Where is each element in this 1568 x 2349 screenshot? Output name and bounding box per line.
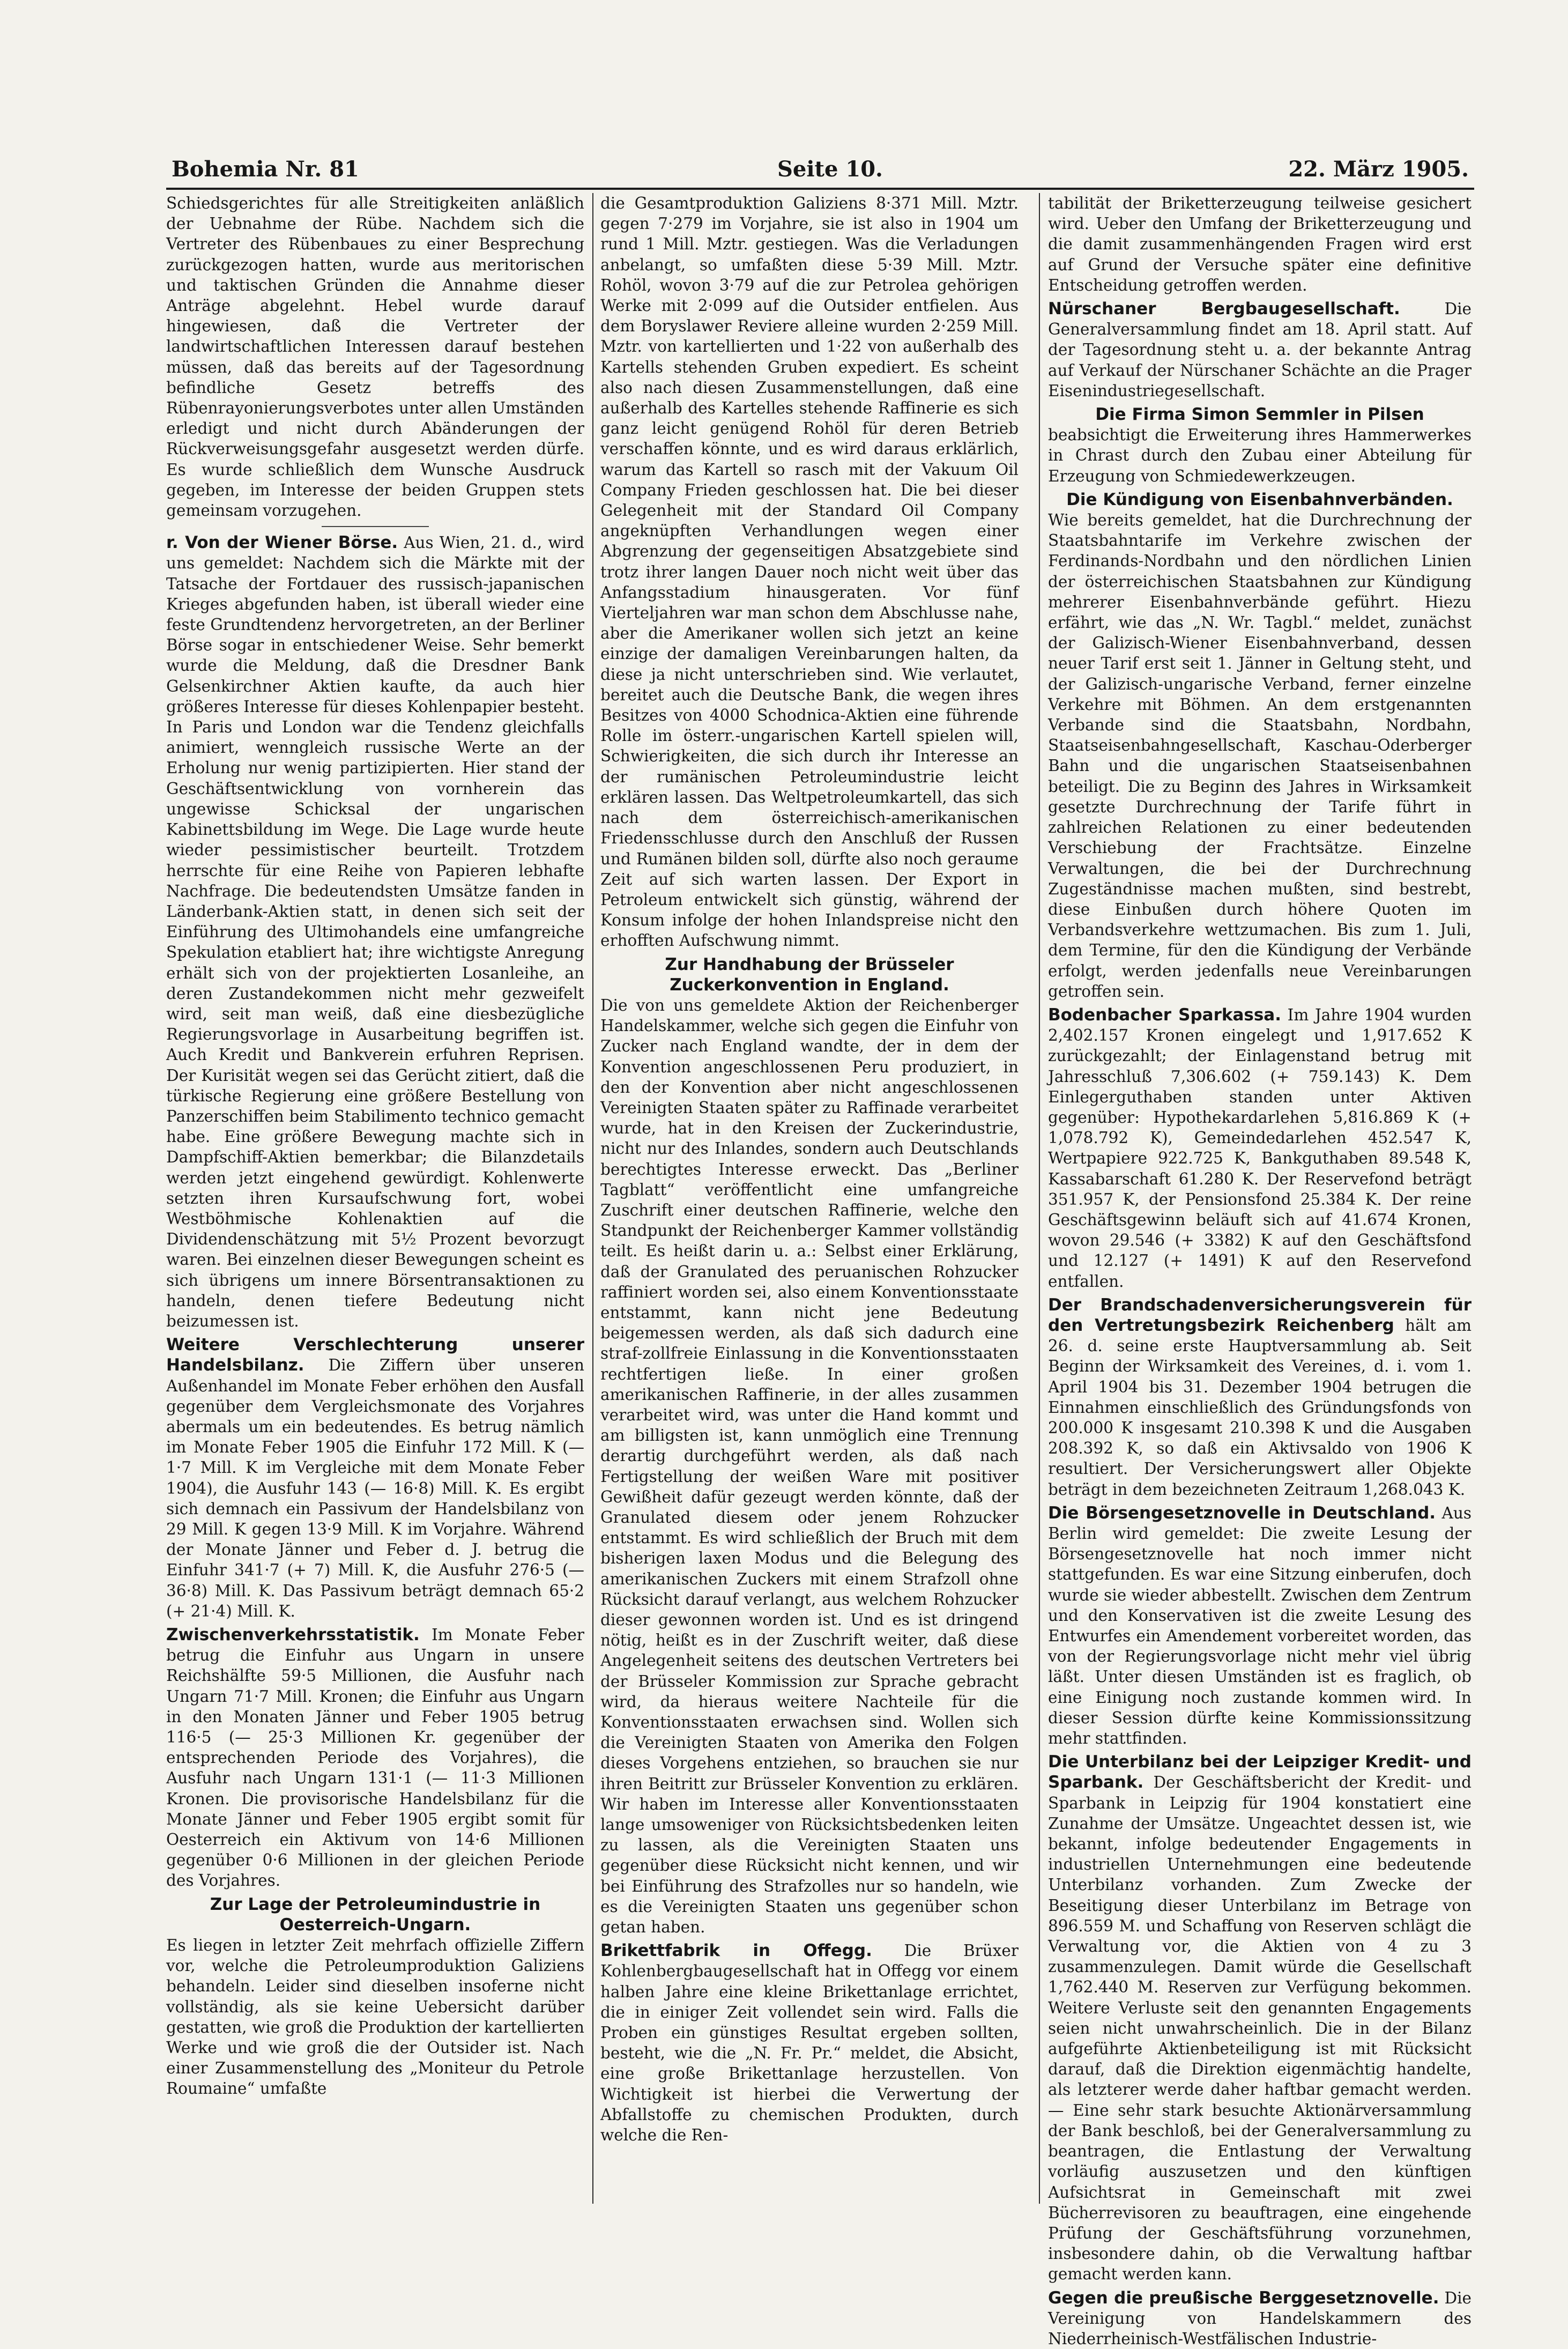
article-wiener-boerse (166, 532, 584, 1331)
article-handelsbilanz (166, 1335, 584, 1621)
article-body: Aus Berlin wird gemeldet: Die zweite Lesung der Börsengesetznovelle hat noch immer nicht stattgefunden. Es war eine Sitzung einberufen, doch wurde sie wieder abbestellt. Zwischen dem Zentrum und den Konservativen ist die zweite Lesung des Entwurfes ein Amendement vorbereitet worden, das von der Regierungsvorlage nicht mehr viel übrig läßt. Unter diesen Umständen ist es fraglich, ob eine Einigung noch zustande kommen wird. In dieser Session dürfte keine Kommissionssitzung mehr stattfinden. (1048, 1503, 1472, 1748)
article-body: hält am 26. d. seine erste Hauptversammlung ab. Seit Beginn der Wirksamkeit des Vereines, d. i. vom 1. April 1904 bis 31. Dezember 1904 betrugen die Einnahmen einschließlich des Gründungsfonds von 200.000 K insgesamt 210.398 K und die Ausgaben 208.392 K, so daß ein Aktivsaldo von 1906 K resultiert. Der Versicherungswert aller Objekte beträgt in dem bezeichneten Zeitraum 1,268.043 K. (1048, 1316, 1472, 1499)
article-boersengesetz (1048, 1503, 1472, 1748)
column-1 (166, 193, 584, 2214)
article-body: Die Ziffern über unseren Außenhandel im Monate Feber erhöhen den Ausfall gegenüber dem Vergleichsmonate des Vorjahres abermals um ein bedeutendes. Es betrug nämlich im Monate Feber 1905 die Einfuhr 172 Mill. K (— 1·7 Mill. K im Vergleiche mit dem Monate Feber 1904), die Ausfuhr 143 (— 16·8) Mill. K. Es ergibt sich demnach ein Passivum der Handelsbilanz von 29 Mill. K gegen 13·9 Mill. K im Vorjahre. Während der Monate Jänner und Feber d. J. betrug die Einfuhr 341·7 (+ 7) Mill. K, die Ausfuhr 276·5 (— 36·8) Mill. K. Das Passivum beträgt demnach 65·2 (+ 21·4) Mill. K. (166, 1356, 584, 1620)
article-body: Im Monate Feber betrug die Einfuhr aus Ungarn in unsere Reichshälfte 59·5 Millionen, die Ausfuhr nach Ungarn 71·7 Mill. Kronen; die Einfuhr aus Ungarn in den Monaten Jänner und Feber 1905 betrug 116·5 (— 25·3 Millionen Kr. gegenüber der entsprechenden Periode des Vorjahres), die Ausfuhr nach Ungarn 131·1 (— 11·3 Millionen Kronen. Die provisorische Handelsbilanz für die Monate Jänner und Feber 1905 ergibt somit für Oesterreich ein Aktivum von 14·6 Millionen gegenüber 0·6 Millionen in der gleichen Periode des Vorjahres. (166, 1626, 584, 1890)
article-headline: Nürschaner Bergbaugesellschaft. (1048, 299, 1400, 319)
column-3 (1048, 193, 1472, 2348)
column-divider-1 (592, 193, 593, 2204)
article-body: Wie bereits gemeldet, hat die Durchrechnung der Staatsbahntarife im Verkehre zwischen der Ferdinands-Nordbahn und den nördlichen Linien der österreichischen Staatsbahnen zur Kündigung mehrerer Eisenbahnverbände geführt. Hiezu erfährt, wie das „N. Wr. Tagbl.“ meldet, zunächst der Galizisch-Wiener Eisenbahnverband, dessen neuer Tarif erst seit 1. Jänner in Geltung steht, und der Galizisch-ungarische Verband, ferner einzelne Verkehre mit Böhmen. An dem erstgenannten Verbande sind die Staatsbahn, Nordbahn, Staatseisenbahngesellschaft, Kaschau-Oderberger Bahn und die ungarischen Staatseisenbahnen beteiligt. Die zu Beginn des Jahres in Wirksamkeit gesetzte Durchrechnung der Tarife führt in zahlreichen Relationen zu einer bedeutenden Verschiebung der Frachtsätze. Einzelne Verwaltungen, die bei der Durchrechnung Zugeständnisse machen mußten, sind bestrebt, diese Einbußen durch höhere Quoten im Verbandsverkehre wettzumachen. Bis zum 1. Juli, dem Termine, für den die Kündigung der Verbände erfolgt, werden jedenfalls neue Vereinbarungen getroffen sein. (1048, 511, 1472, 1001)
article-body: die Gesamtproduktion Galiziens 8·371 Mill. Mztr. gegen 7·279 im Vorjahre, sie ist also in 1904 um rund 1 Mill. Mztr. gestiegen. Was die Verladungen anbelangt, so umfaßten diese 5·39 Mill. Mztr. Rohöl, wovon 3·79 auf die zur Petrolea gehörigen Werke mit 2·099 auf die Outsider entfielen. Aus dem Boryslawer Reviere alleine wurden 2·259 Mill. Mztr. von kartellierten und 1·22 von außerhalb des Kartells stehenden Gruben expediert. Es scheint also nach diesen Zusammenstellungen, daß eine außerhalb des Kartelles stehende Raffinerie es sich ganz leicht genügend Rohöl für deren Betrieb verschaffen könnte, und es wird daraus erklärlich, warum das Kartell so rasch mit der Vakuum Oil Company Frieden geschlossen hat. Die bei dieser Gelegenheit mit der Standard Oil Company angeknüpften Verhandlungen wegen einer Abgrenzung der gegenseitigen Absatzgebiete sind trotz ihrer langen Dauer noch nicht weit über das Anfangsstadium hinausgeraten. Vor fünf Vierteljahren war man schon dem Abschlusse nahe, aber die Amerikaner wollen sich jetzt an keine einzige der damaligen Vereinbarungen halten, da diese ja nicht unterschrieben sind. Wie verlautet, bereitet auch die Deutsche Bank, die wegen ihres Besitzes von 4000 Schodnica-Aktien eine führende Rolle im österr.-ungarischen Kartell spielen will, Schwierigkeiten, die sich durch ihr Interesse an der rumänischen Petroleumindustrie leicht erklären lassen. Das Weltpetroleumkartell, das sich nach dem österreichisch-amerikanischen Friedensschlusse durch den Anschluß der Russen und Rumänen bilden soll, dürfte also noch geraume Zeit auf sich warten lassen. Der Export in Petroleum entwickelt sich günstig, während der Konsum infolge der hohen Inlandspreise nicht den erhofften Aufschwung nimmt. (600, 194, 1019, 950)
article-headline: r. Von der Wiener Börse. (166, 533, 398, 553)
article-petroleum-cont (600, 193, 1019, 951)
article-body: Die Vereinigung von Handelskammern des Niederrheinisch-Westfälischen Industrie- (1048, 2288, 1472, 2348)
article-semmler (1048, 404, 1472, 486)
article-separator (322, 526, 429, 527)
masthead-issue: Bohemia Nr. 81 (172, 157, 359, 182)
article-body: Es liegen in letzter Zeit mehrfach offizielle Ziffern vor, welche die Petroleumproduktion Galiziens behandeln. Leider sind dieselben insoferne nicht vollständig, als sie keine Uebersicht darüber gestatten, wie groß die Produktion der kartellierten Werke und wie groß die der Outsider ist. Nach einer Zusammenstellung des „Moniteur du Petrole Roumaine“ umfaßte (166, 1936, 584, 2098)
article-headline: Die Börsengesetznovelle in Deutschland. (1048, 1503, 1436, 1523)
page-header (172, 157, 1469, 189)
page-number: Seite 10. (777, 157, 883, 182)
article-headline: Zwischenverkehrsstatistik. (166, 1625, 420, 1645)
article-brikettfabrik (600, 1940, 1019, 2145)
article-zwischenverkehr (166, 1625, 584, 1891)
article-headline: Zur Handhabung der Brüsseler Zuckerkonvention in England. (665, 954, 954, 995)
article-headline: Weitere Verschlechterung unserer Handelsbilanz. (166, 1335, 584, 1375)
article-body: Die Brüxer Kohlenbergbaugesellschaft hat in Offegg vor einem halben Jahre eine kleine Brikettanlage errichtet, die in einiger Zeit vollendet sein wird. Falls die Proben ein günstiges Resultat ergeben sollten, besteht, wie die „N. Fr. Pr.“ meldet, die Absicht, eine große Brikettanlage herzustellen. Von Wichtigkeit ist hierbei die Verwertung der Abfallstoffe zu chemischen Produkten, durch welche die Ren- (600, 1942, 1019, 2145)
article-headline: Gegen die preußische Berggesetznovelle. (1048, 2288, 1439, 2308)
article-headline: Brikettfabrik in Offegg. (600, 1941, 872, 1961)
article-headline: Bodenbacher Sparkassa. (1048, 1005, 1282, 1025)
article-body: Im Jahre 1904 wurden 2,402.157 Kronen eingelegt und 1,917.652 K zurückgezahlt; der Einlagenstand betrug mit Jahresschluß 7,306.602 (+ 759.143) K. Dem Einlegerguthaben standen unter Aktiven gegenüber: Hypothekardarlehen 5,816.869 K (+ 1,078.792 K), Gemeindedarlehen 452.547 K, Wertpapiere 922.725 K, Bankguthaben 89.548 K, Kassabarschaft 61.280 K. Der Reservefond beträgt 351.957 K, der Pensionsfond 25.384 K. Der reine Geschäftsgewinn beläuft sich auf 41.674 Kronen, wovon 29.546 (+ 3382) K auf den Geschäftsfond und 12.127 (+ 1491) K auf den Reservefond entfallen. (1048, 1005, 1472, 1291)
article-body: Die von uns gemeldete Aktion der Reichenberger Handelskammer, welche sich gegen die Einfuhr von Zucker nach England wandte, der in dem der Konvention angeschlossenen Peru produziert, in den der Konvention aber nicht angeschlossenen Vereinigten Staaten später zu Raffinade verarbeitet wurde, hat in den Kreisen der Zuckerindustrie, nicht nur des Inlandes, sondern auch Deutschlands berechtigtes Interesse erweckt. Das „Berliner Tagblatt“ veröffentlicht eine umfangreiche Zuschrift einer deutschen Raffinerie, welche den Standpunkt der Reichenberger Kammer vollständig teilt. Es heißt darin u. a.: Selbst einer Erklärung, daß der Granulated des peruanischen Rohzucker raffiniert worden sei, also einem Konventionsstaate entstammt, kann nicht jene Bedeutung beigemessen werden, als daß sich dadurch eine straf-zollfreie Einlassung in die Konventionsstaaten rechtfertigen ließe. In einer großen amerikanischen Raffinerie, in der alles zusammen verarbeitet wird, was unter die Hand kommt und am billigsten ist, kann unmöglich eine Trennung derartig durchgeführt werden, als daß nach Fertigstellung der weißen Ware mit positiver Gewißheit dafür gezeugt werden könnte, daß der Granulated diesem oder jenem Rohzucker entstammt. Es wird schließlich der Bruch mit dem bisherigen laxen Modus und die Belegung des amerikanischen Zuckers mit einem Strafzoll ohne Rücksicht darauf verlangt, aus welchem Rohzucker dieser gewonnen worden ist. Und es ist dringend nötig, heißt es in der Zuschrift weiter, daß diese Angelegenheit seitens des deutschen Vertreters bei der Brüsseler Kommission zur Sprache gebracht wird, da hieraus weitere Nachteile für die Konventionsstaaten erwachsen sind. Wollen sich die Vereinigten Staaten von Amerika den Folgen dieses Vorgehens entziehen, so brauchen sie nur ihren Beitritt zur Brüsseler Konvention zu erklären. Wir haben im Interesse aller Konventionsstaaten lange umsoweniger von Rücksichtsbedenken leiten zu lassen, als die Vereinigten Staaten uns gegenüber diese Rücksicht nicht kennen, und wir bei Einführung des Strafzolles nur so handeln, wie es die Vereinigten Staaten uns gegenüber schon getan haben. (600, 996, 1019, 1937)
article-headline: Der Brandschadenversicherungsverein für den Vertretungsbezirk Reichenberg (1048, 1295, 1472, 1335)
article-body: Aus Wien, 21. d., wird uns gemeldet: Nachdem sich die Märkte mit der Tatsache der Fortdauer des russisch-japanischen Krieges abgefunden haben, ist überall wieder eine feste Grundtendenz hervorgetreten, an der Berliner Börse sogar in entschiedener Weise. Sehr bemerkt wurde die Meldung, daß die Dresdner Bank Gelsenkirchner Aktien kaufte, da auch hier größeres Interesse für dieses Kohlenpapier besteht. In Paris und London war die Tendenz gleichfalls animiert, wenngleich russische Werte an der Erholung nur wenig partizipierten. Hier stand der Geschäftsentwicklung von vornherein das ungewisse Schicksal der ungarischen Kabinettsbildung im Wege. Die Lage wurde heute wieder pessimistischer beurteilt. Trotzdem herrschte für eine Reihe von Papieren lebhafte Nachfrage. Die bedeutendsten Umsätze fanden in Länderbank-Aktien statt, in denen sich seit der Einführung des Ultimohandels eine umfangreiche Spekulation etabliert hat; ihre wichtigste Anregung erhält sich von der projektierten Losanleihe, an deren Zustandekommen nicht mehr gezweifelt wird, seit man weiß, daß eine diesbezügliche Regierungsvorlage in Ausarbeitung begriffen ist. Auch Kredit und Bankverein erfuhren Reprisen. Der Kurisität wegen sei das Gerücht zitiert, daß die türkische Regierung eine größere Bestellung von Panzerschiffen beim Stabilimento technico gemacht habe. Eine größere Bewegung machte sich in Dampfschiff-Aktien bemerkbar; die Bilanzdetails werden jetzt eingehend gewürdigt. Kohlenwerte setzten ihren Kursaufschwung fort, wobei Westböhmische Kohlenaktien auf die Dividendenschätzung mit 5½ Prozent bevorzugt waren. Bei einzelnen dieser Bewegungen scheint es sich übrigens um innere Börsentransaktionen zu handeln, denen tiefere Bedeutung nicht beizumessen ist. (166, 533, 584, 1330)
header-rule (166, 188, 1474, 190)
column-2 (600, 193, 1019, 2214)
article-headline: Die Kündigung von Eisenbahnverbänden. (1066, 490, 1453, 509)
issue-date: 22. März 1905. (1288, 157, 1469, 182)
article-berggesetz (1048, 2288, 1472, 2349)
article-body: tabilität der Briketterzeugung teilweise gesichert wird. Ueber den Umfang der Briketterzeugung und die damit zusammenhängenden Fragen wird erst auf Grund der Versuche später eine definitive Entscheidung getroffen werden. (1048, 194, 1472, 294)
article-eisenbahnverbaende (1048, 490, 1472, 1002)
article-body: Schiedsgerichtes für alle Streitigkeiten anläßlich der Uebnahme der Rübe. Nachdem sich die Vertreter des Rübenbaues zu einer Besprechung zurückgezogen hatten, wurde aus meritorischen und taktischen Gründen die Annahme dieser Anträge abgelehnt. Hebel wurde darauf hingewiesen, daß die Vertreter der landwirtschaftlichen Interessen darauf bestehen müssen, daß das bereits auf der Tagesordnung befindliche Gesetz betreffs des Rübenrayonierungsverbotes unter allen Umständen erledigt und nicht durch Abänderungen der Rückverweisungsgefahr ausgesetzt werden dürfe. Es wurde schließlich dem Wunsche Ausdruck gegeben, im Interesse der beiden Gruppen stets gemeinsam vorzugehen. (166, 194, 584, 520)
column-divider-2 (1039, 193, 1040, 2204)
article-body: Der Geschäftsbericht der Kredit- und Sparbank in Leipzig für 1904 konstatiert eine Zunahme der Umsätze. Ungeachtet dessen ist, wie bekannt, infolge bedeutender Engagements in industriellen Unternehmungen eine bedeutende Unterbilanz vorhanden. Zum Zwecke der Beseitigung dieser Unterbilanz im Betrage von 896.559 M. und Schaffung von Reserven schlägt die Verwaltung vor, die Aktien von 4 zu 3 zusammenzulegen. Damit würde die Gesellschaft 1,762.440 M. Reserven zur Verfügung bekommen. Weitere Verluste seit den genannten Engagements seien nicht unwahrscheinlich. Die in der Bilanz aufgeführte Aktienbeteiligung ist mit Rücksicht darauf, daß die Direktion eigenmächtig handelte, als letzterer werde daher haftbar gemacht werden. — Eine sehr stark besuchte Aktionärversammlung der Bank beschloß, bei der Generalversammlung zu beantragen, die Entlastung der Verwaltung vorläufig auszusetzen und den künftigen Aufsichtsrat in Gemeinschaft mit zwei Bücherrevisoren zu beauftragen, eine eingehende Prüfung der Geschäftsführung vorzunehmen, insbesondere dahin, ob die Verwaltung haftbar gemacht werden kann. (1048, 1773, 1472, 2284)
article-headline: Die Unterbilanz bei der Leipziger Kredit- und Sparbank. (1048, 1752, 1472, 1792)
article-nuerschaner (1048, 299, 1472, 401)
article-zuckerkonvention (600, 954, 1019, 1938)
article-brandschaden (1048, 1295, 1472, 1500)
article-sparkassa (1048, 1005, 1472, 1292)
article-brikett-cont (1048, 193, 1472, 295)
article-ruebenbau (166, 193, 584, 521)
article-headline: Die Firma Simon Semmler in Pilsen (1095, 405, 1424, 425)
article-body: beabsichtigt die Erweiterung ihres Hammerwerkes in Chrast durch den Zubau einer Abteilung für Erzeugung von Schmiedewerkzeugen. (1048, 426, 1472, 485)
article-leipziger-bank (1048, 1752, 1472, 2284)
article-body: Die Generalversammlung findet am 18. April statt. Auf der Tagesordnung steht u. a. der bekannte Antrag auf Verkauf der Nürschaner Schächte an die Prager Eisenindustriegesellschaft. (1048, 300, 1472, 400)
article-headline: Zur Lage der Petroleumindustrie in Oesterreich-Ungarn. (210, 1894, 541, 1935)
article-petroleum (166, 1894, 584, 2099)
